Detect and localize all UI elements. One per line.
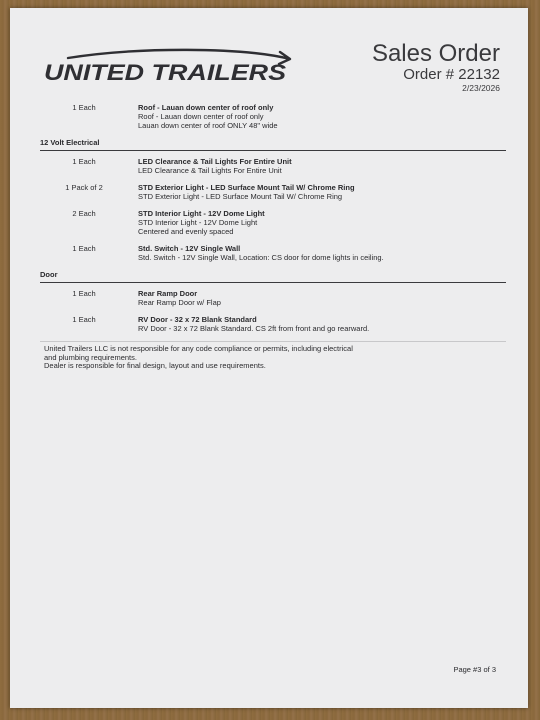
item-detail: RV Door - 32 x 72 Blank Standard. CS 2ft from front and go rearward. (138, 324, 370, 333)
item-detail: Rear Ramp Door w/ Flap (138, 298, 221, 307)
disclaimer (44, 345, 404, 371)
item-detail: Std. Switch - 12V Single Wall, Location: CS door for dome lights in ceiling. (138, 253, 384, 262)
title-block (372, 41, 500, 94)
item-description (138, 183, 506, 201)
item-quantity: 1 Each (72, 289, 96, 298)
item-detail: STD Exterior Light - LED Surface Mount Tail W/ Chrome Ring (138, 192, 343, 201)
item-description (138, 315, 506, 333)
item-name: LED Clearance & Tail Lights For Entire Unit (138, 157, 292, 166)
item-description (138, 289, 506, 307)
item-detail: Centered and evenly spaced (138, 227, 234, 236)
item-quantity: 1 Each (72, 315, 96, 324)
item-name: Rear Ramp Door (138, 289, 198, 298)
disclaimer-line: and plumbing requirements. (44, 352, 137, 362)
item-detail: STD Interior Light - 12V Dome Light (138, 218, 258, 227)
item-description (138, 157, 506, 175)
item-name: Roof - Lauan down center of roof only (138, 103, 274, 112)
order-number: Order # 22132 (403, 66, 500, 83)
line-item (40, 183, 506, 201)
logo-wordmark: UNITED TRAILERS (44, 60, 287, 85)
item-quantity: 1 Each (72, 157, 96, 166)
item-name: Std. Switch - 12V Single Wall (138, 244, 241, 253)
item-description (138, 244, 506, 262)
united-trailers-logo (42, 48, 292, 88)
line-item (40, 289, 506, 307)
item-name: STD Interior Light - 12V Dome Light (138, 209, 265, 218)
line-item (40, 103, 506, 130)
disclaimer-line: United Trailers LLC is not responsible for any code compliance or permits, including electrical (44, 344, 353, 353)
item-description (138, 209, 506, 236)
line-item (40, 315, 506, 333)
document-title: Sales Order (371, 40, 500, 67)
line-item (40, 209, 506, 236)
section-header: 12 Volt Electrical (40, 138, 506, 151)
page-number: Page #3 of 3 (453, 665, 496, 674)
sales-order-page (10, 8, 528, 708)
line-item (40, 157, 506, 175)
items-end-rule (40, 341, 506, 342)
line-item (40, 244, 506, 262)
section-header: Door (40, 270, 506, 283)
item-quantity: 1 Pack of 2 (65, 183, 103, 192)
item-quantity: 1 Each (72, 103, 96, 112)
item-name: STD Exterior Light - LED Surface Mount Tail W/ Chrome Ring (138, 183, 355, 192)
item-description (138, 103, 506, 130)
line-items (40, 103, 506, 342)
item-detail: Roof - Lauan down center of roof only (138, 112, 264, 121)
item-detail: Lauan down center of roof ONLY 48" wide (138, 121, 278, 130)
item-quantity: 1 Each (72, 244, 96, 253)
item-detail: LED Clearance & Tail Lights For Entire Unit (138, 166, 282, 175)
item-name: RV Door - 32 x 72 Blank Standard (138, 315, 257, 324)
item-quantity: 2 Each (72, 209, 96, 218)
order-date: 2/23/2026 (462, 83, 500, 93)
disclaimer-line: Dealer is responsible for final design, layout and use requirements. (44, 361, 266, 370)
